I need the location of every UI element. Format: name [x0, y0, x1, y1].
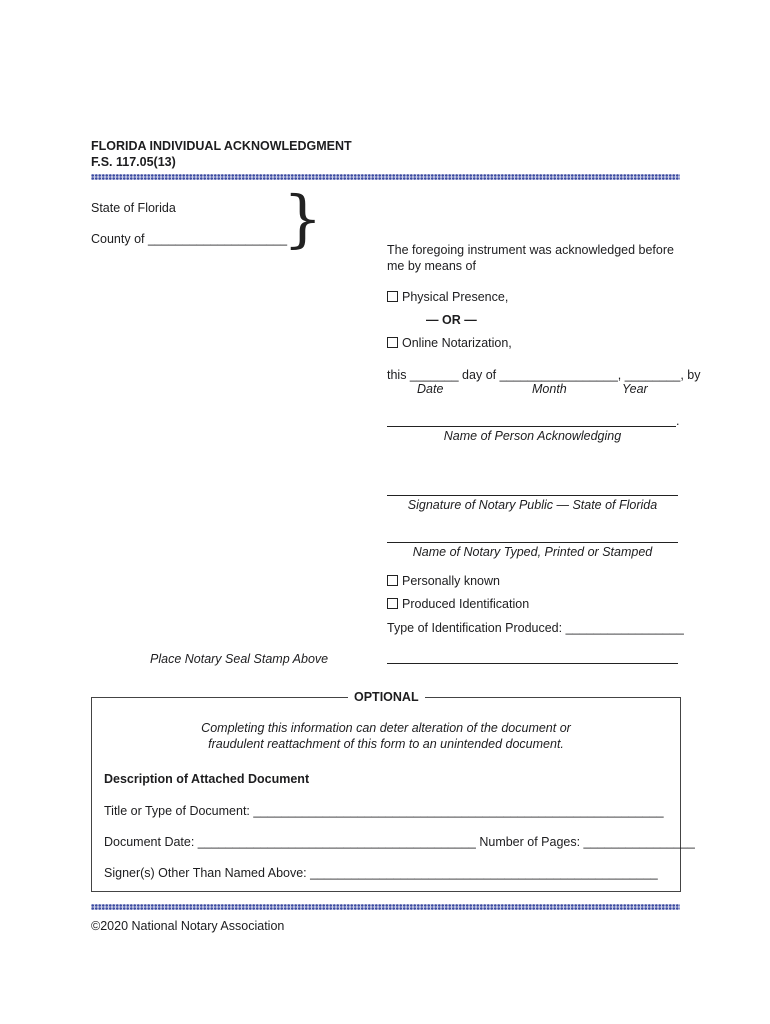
notary-signature-line[interactable] [387, 495, 678, 496]
notary-signature-caption: Signature of Notary Public — State of Florida [407, 498, 658, 512]
optional-intro-line1: Completing this information can deter alteration of the document or [201, 721, 571, 735]
other-signers-field[interactable]: Signer(s) Other Than Named Above: __________________________________________________ [104, 866, 658, 880]
ack-statement-line1: The foregoing instrument was acknowledged before [387, 243, 674, 257]
person-name-period: . [676, 414, 680, 428]
person-name-line[interactable] [387, 426, 676, 427]
date-caption: Date [417, 382, 444, 396]
month-caption: Month [532, 382, 567, 396]
id-type-field[interactable]: Type of Identification Produced: _________________ [387, 621, 684, 635]
online-notarization-checkbox[interactable] [387, 337, 398, 348]
document-title-field[interactable]: Title or Type of Document: ___________________________________________________________ [104, 804, 664, 818]
produced-id-checkbox[interactable] [387, 598, 398, 609]
copyright-notice: ©2020 National Notary Association [91, 919, 285, 933]
physical-presence-label: Physical Presence, [402, 290, 509, 304]
optional-intro-line2: fraudulent reattachment of this form to an unintended document. [208, 737, 564, 751]
top-decorative-band [91, 174, 680, 180]
personally-known-option[interactable] [387, 574, 500, 588]
seal-area-line [387, 663, 678, 664]
personally-known-checkbox[interactable] [387, 575, 398, 586]
person-name-caption: Name of Person Acknowledging [443, 429, 622, 443]
physical-presence-option[interactable] [387, 290, 508, 304]
bottom-decorative-band [91, 904, 680, 910]
optional-label: OPTIONAL [348, 690, 425, 704]
physical-presence-checkbox[interactable] [387, 291, 398, 302]
date-fill-line[interactable]: this _______ day of _________________, ________, by [387, 368, 701, 382]
notary-name-line[interactable] [387, 542, 678, 543]
form-title: FLORIDA INDIVIDUAL ACKNOWLEDGMENT [91, 139, 352, 153]
seal-placement-caption: Place Notary Seal Stamp Above [150, 652, 329, 666]
produced-id-option[interactable] [387, 597, 529, 611]
year-caption: Year [622, 382, 648, 396]
state-label: State of Florida [91, 201, 176, 215]
description-heading: Description of Attached Document [104, 772, 310, 786]
statute-reference: F.S. 117.05(13) [91, 155, 176, 169]
venue-brace: } [283, 182, 323, 255]
produced-id-label: Produced Identification [402, 597, 530, 611]
ack-statement-line2: me by means of [387, 259, 476, 273]
county-field[interactable]: County of ____________________ [91, 232, 288, 246]
or-separator: — OR — [426, 313, 477, 327]
online-notarization-option[interactable] [387, 336, 512, 350]
document-date-pages-field[interactable]: Document Date: ________________________________________ Number of Pages: ________________ [104, 835, 695, 849]
online-notarization-label: Online Notarization, [402, 336, 512, 350]
personally-known-label: Personally known [402, 574, 500, 588]
notary-name-caption: Name of Notary Typed, Printed or Stamped [412, 545, 653, 559]
